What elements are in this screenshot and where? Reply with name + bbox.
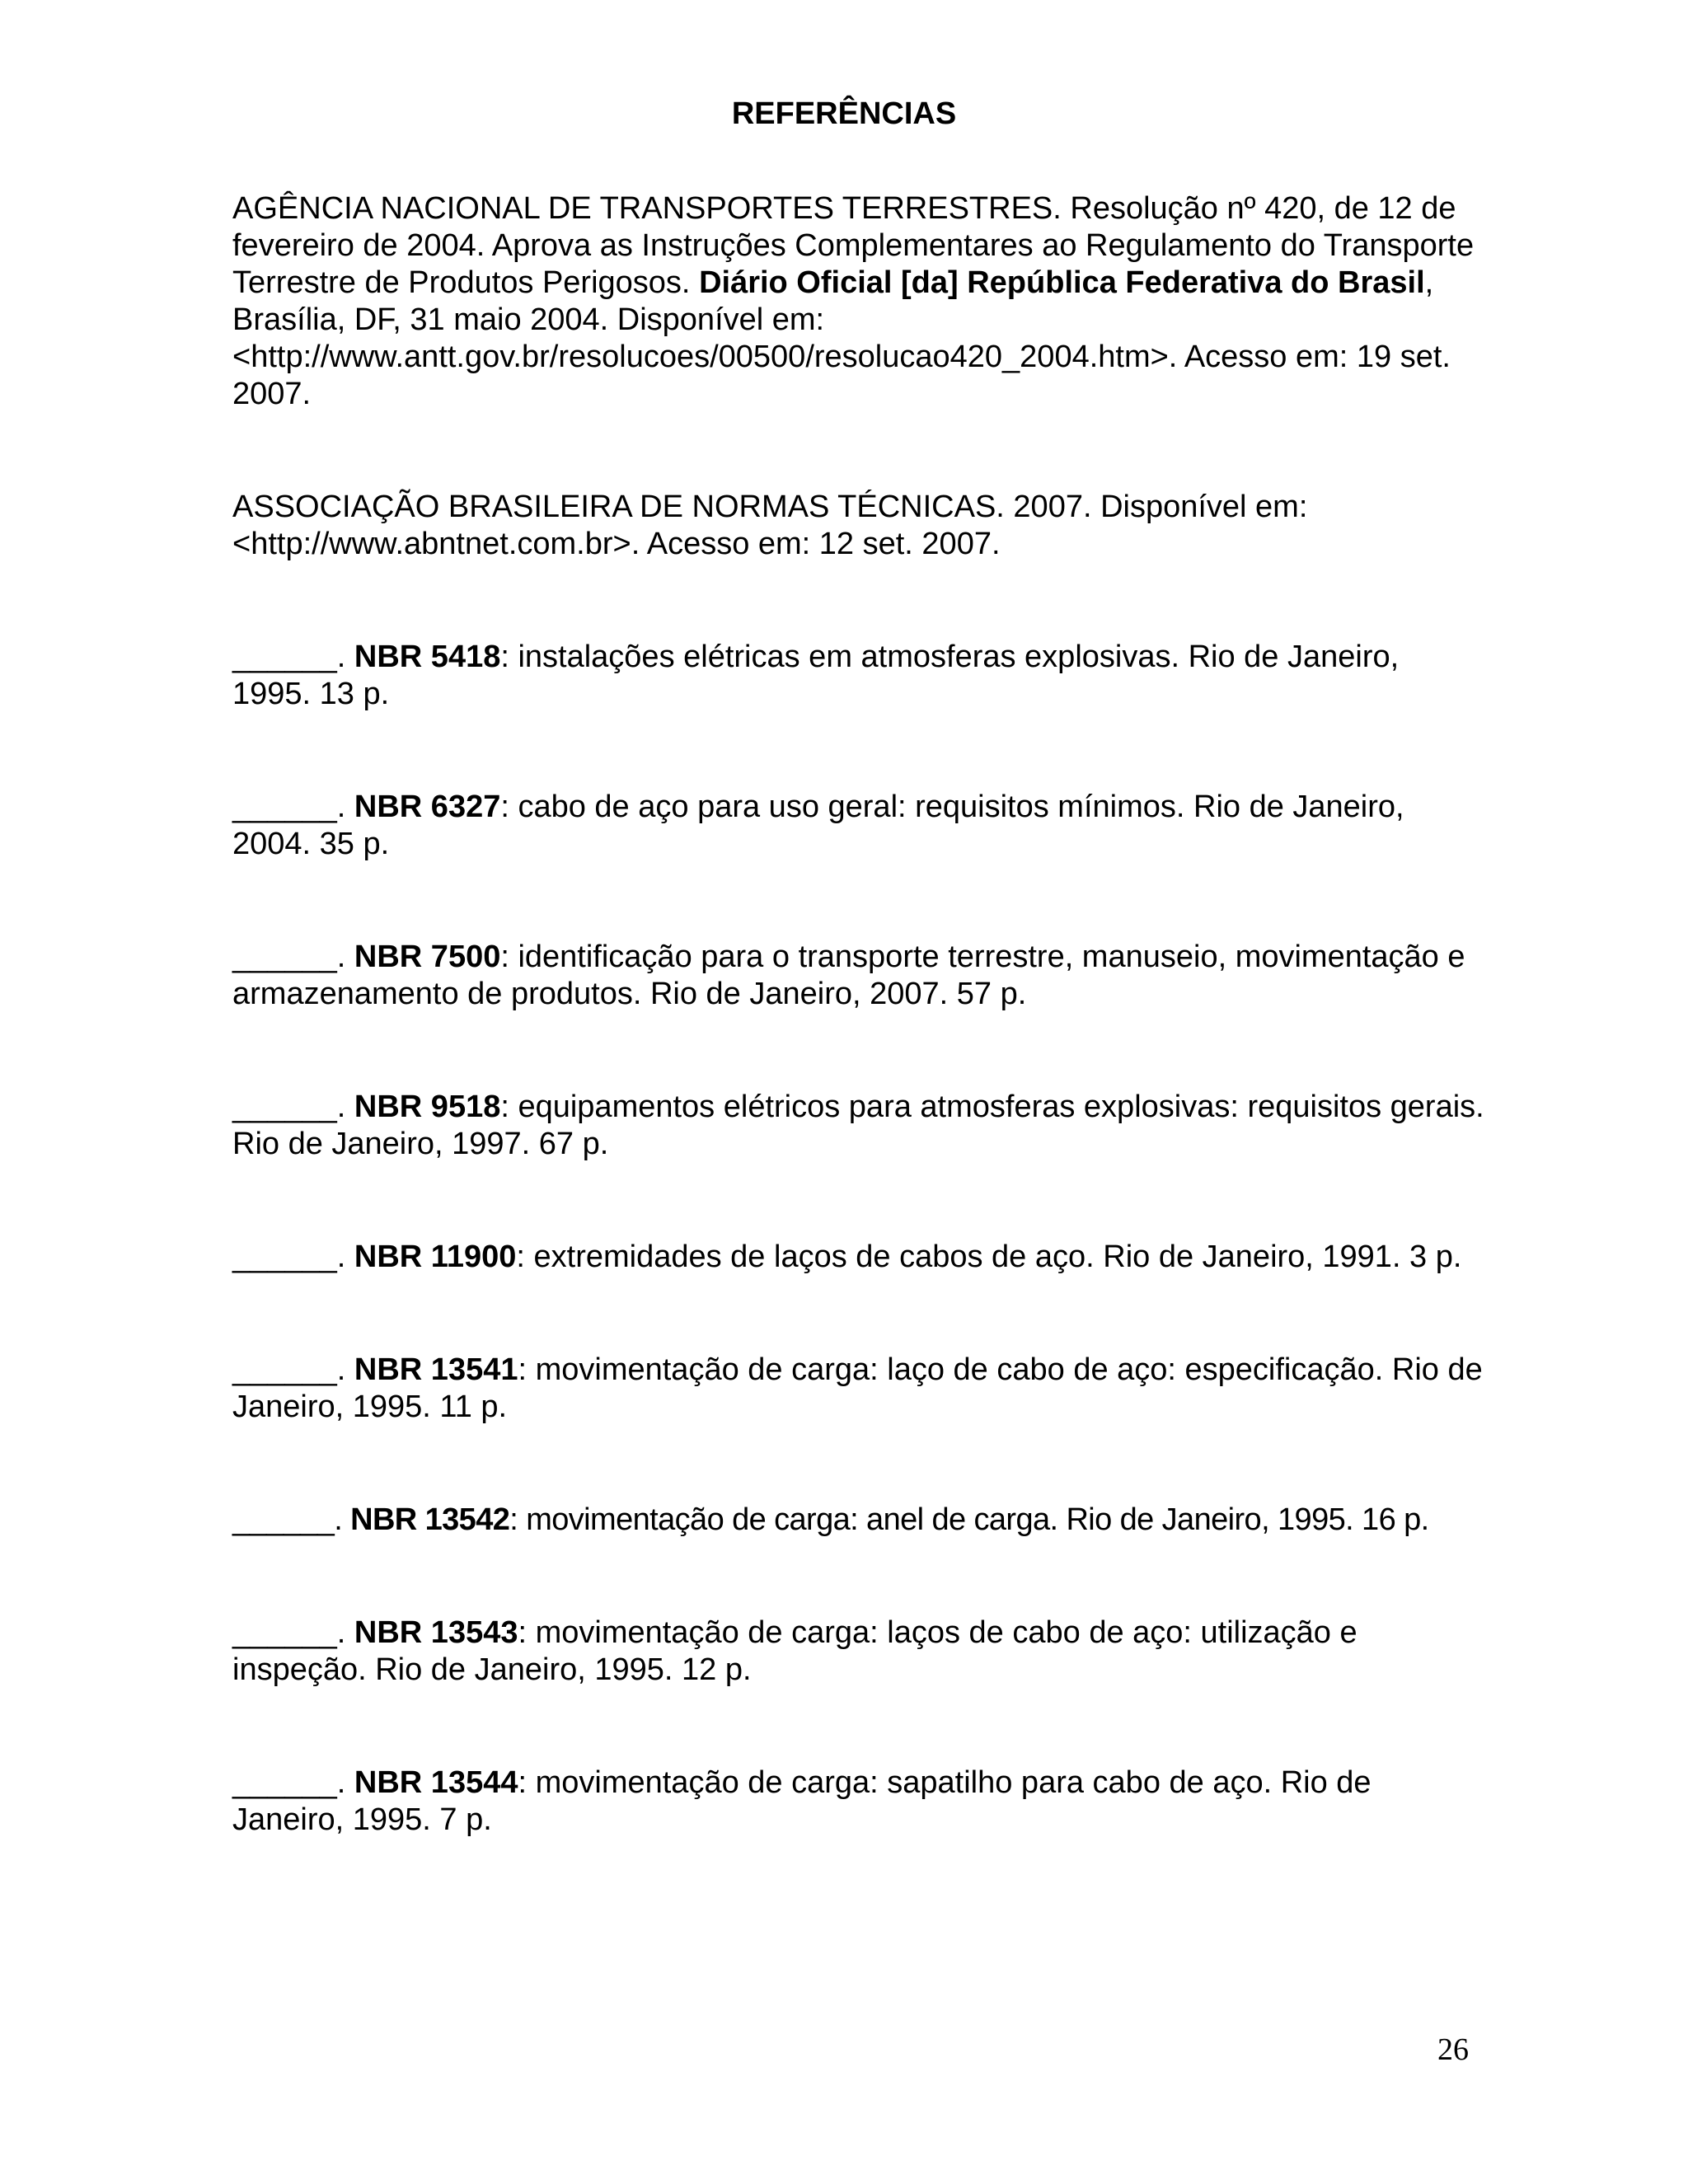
reference-text: ______. xyxy=(232,1765,354,1800)
reference-abnt xyxy=(232,489,1485,563)
reference-text: ______. xyxy=(232,1615,354,1650)
reference-text: : cabo de aço para uso geral: requisitos mínimos. Rio de Janeiro, 2004. 35 p. xyxy=(232,790,1404,861)
reference-nbr-13544 xyxy=(232,1765,1485,1839)
reference-bold-title: NBR 9518 xyxy=(354,1090,501,1124)
reference-text: ______. xyxy=(232,1502,351,1537)
reference-nbr-13543 xyxy=(232,1615,1485,1689)
reference-nbr-7500 xyxy=(232,939,1485,1013)
reference-bold-title: NBR 13542 xyxy=(350,1502,510,1537)
reference-text: ______. xyxy=(232,640,354,674)
reference-text: AGÊNCIA NACIONAL DE TRANSPORTES TERRESTRES. Resolução nº 420, de 12 de fevereiro de 2004. Aprova as Instruções Complementares ao Regulamento do Transporte Terrestre de Produtos Perigosos. xyxy=(232,191,1475,300)
reference-text: : identificação para o transporte terrestre, manuseio, movimentação e armazenamento de produtos. Rio de Janeiro, 2007. 57 p. xyxy=(232,940,1465,1011)
reference-nbr-9518 xyxy=(232,1089,1485,1163)
reference-text: : movimentação de carga: laços de cabo de aço: utilização e inspeção. Rio de Janeiro, 1995. 12 p. xyxy=(232,1615,1357,1687)
reference-text: , Brasília, DF, 31 maio 2004. Disponível em: <http://www.antt.gov.br/resolucoes/00500/resolucao420_2004.htm>. Acesso em: 19 set. 2007. xyxy=(232,265,1451,411)
reference-text: : instalações elétricas em atmosferas explosivas. Rio de Janeiro, 1995. 13 p. xyxy=(232,640,1400,711)
reference-bold-title: Diário Oficial [da] República Federativa do Brasil xyxy=(699,265,1425,300)
reference-text: ______. xyxy=(232,1240,354,1274)
reference-text: ASSOCIAÇÃO BRASILEIRA DE NORMAS TÉCNICAS. 2007. Disponível em: <http://www.abntnet.com.br>. Acesso em: 12 set. 2007. xyxy=(232,490,1308,561)
reference-text: ______. xyxy=(232,940,354,974)
reference-bold-title: NBR 13541 xyxy=(354,1352,518,1387)
reference-text: : movimentação de carga: laço de cabo de aço: especificação. Rio de Janeiro, 1995. 11 p. xyxy=(232,1352,1483,1424)
reference-nbr-13541 xyxy=(232,1352,1485,1426)
reference-bold-title: NBR 6327 xyxy=(354,790,501,824)
reference-nbr-6327 xyxy=(232,789,1485,863)
reference-text: ______. xyxy=(232,1090,354,1124)
reference-list xyxy=(232,190,1485,1839)
reference-nbr-13542 xyxy=(232,1502,1485,1539)
reference-text: : equipamentos elétricos para atmosferas explosivas: requisitos gerais. Rio de Janeiro, 1997. 67 p. xyxy=(232,1090,1484,1161)
reference-text: ______. xyxy=(232,1352,354,1387)
reference-nbr-11900 xyxy=(232,1239,1485,1276)
reference-text: ______. xyxy=(232,790,354,824)
reference-text: : movimentação de carga: anel de carga. Rio de Janeiro, 1995. 16 p. xyxy=(509,1502,1429,1537)
page-title: REFERÊNCIAS xyxy=(731,96,957,131)
reference-nbr-5418 xyxy=(232,639,1485,713)
reference-bold-title: NBR 13543 xyxy=(354,1615,518,1650)
reference-bold-title: NBR 11900 xyxy=(354,1240,517,1274)
reference-bold-title: NBR 7500 xyxy=(354,940,501,974)
reference-antt xyxy=(232,190,1485,413)
reference-bold-title: NBR 13544 xyxy=(354,1765,518,1800)
reference-bold-title: NBR 5418 xyxy=(354,640,501,674)
reference-text: : movimentação de carga: sapatilho para cabo de aço. Rio de Janeiro, 1995. 7 p. xyxy=(232,1765,1372,1837)
reference-text: : extremidades de laços de cabos de aço. Rio de Janeiro, 1991. 3 p. xyxy=(516,1240,1462,1274)
page-number: 26 xyxy=(1437,2032,1469,2067)
